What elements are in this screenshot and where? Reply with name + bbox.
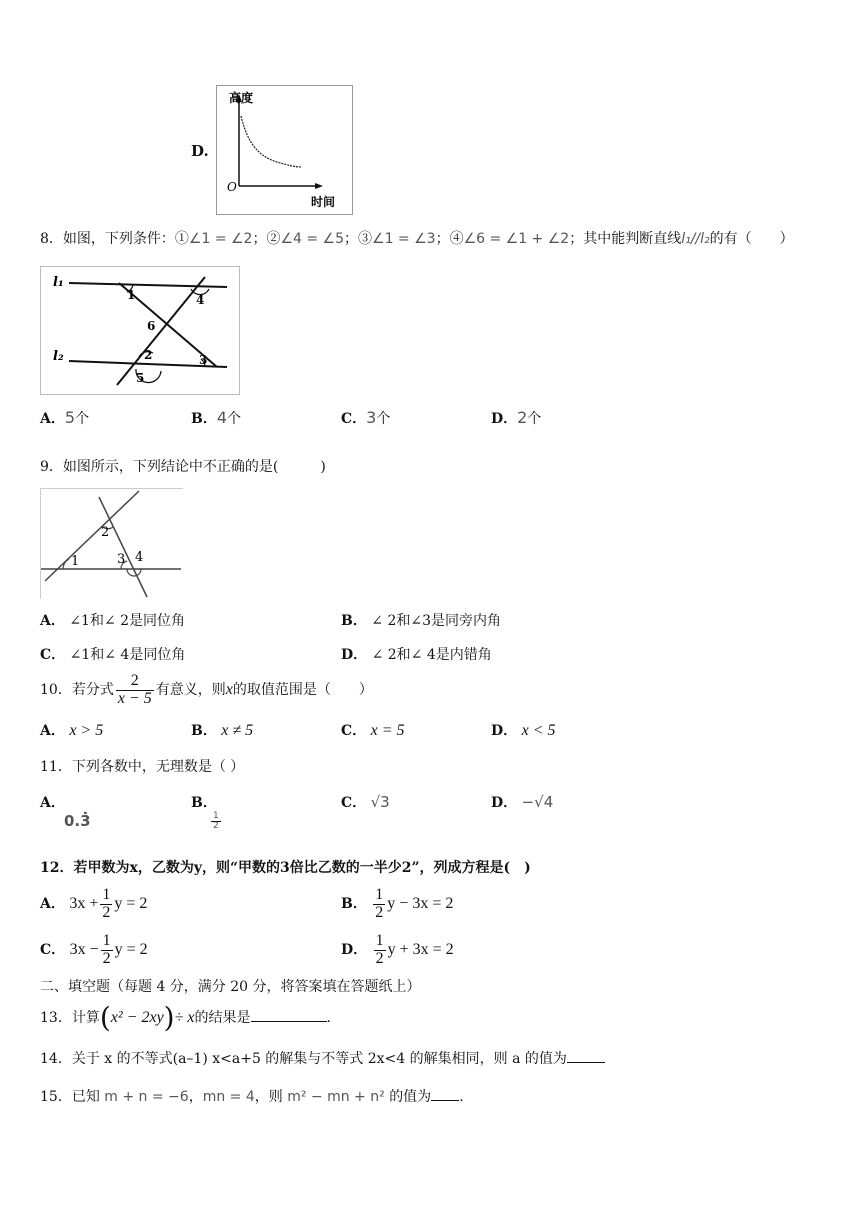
- question-8-figure: [40, 266, 240, 395]
- q14-answer-blank[interactable]: [567, 1062, 605, 1063]
- q10-option-c[interactable]: C． x = 5: [341, 722, 405, 739]
- q9-option-c[interactable]: C． ∠1和∠ 4是同位角: [40, 647, 186, 663]
- angle-2-label: 2: [144, 348, 153, 362]
- condition-1: ∠1 = ∠2: [188, 231, 253, 247]
- height-time-graph-svg: [217, 86, 352, 214]
- q8-option-c[interactable]: C．3个: [341, 408, 391, 427]
- angle-6-label: 6: [147, 319, 156, 333]
- q9-option-d[interactable]: D． ∠ 2和∠ 4是内错角: [341, 647, 492, 663]
- angle-1-label: 1: [127, 288, 136, 302]
- condition-2: ∠4 = ∠5: [280, 231, 345, 247]
- q12-option-b[interactable]: B． $\frac{1}{2}$ y − 3x = 2: [341, 885, 454, 921]
- question-9-figure-svg: [41, 489, 183, 599]
- line-l1-label: l₁: [53, 275, 64, 290]
- question-8-figure-svg: [41, 267, 239, 394]
- parallel-lines: l₁//l₂: [681, 231, 710, 247]
- q15-answer-blank[interactable]: [431, 1100, 459, 1101]
- q9-angle-1-label: 1: [71, 554, 80, 569]
- condition-4: ∠6 = ∠1 + ∠2: [463, 231, 570, 247]
- q11-option-d[interactable]: D． −√4: [491, 793, 554, 811]
- q10-option-d[interactable]: D． x < 5: [491, 722, 556, 739]
- q12-option-a[interactable]: A． 3x + $\frac{1}{2}$ y = 2: [40, 885, 148, 921]
- line-l2-label: l₂: [53, 349, 64, 364]
- question-15: 15．已知 m + n = −6，mn = 4，则 m² − mn + n² 的值为 .: [40, 1089, 464, 1105]
- q11-option-a[interactable]: A． 0.3̇: [40, 795, 91, 830]
- q8-option-a[interactable]: A．5个: [40, 408, 90, 427]
- question-8-stem: 8．如图，下列条件：①∠1 = ∠2；②∠4 = ∠5；③∠1 = ∠3；④∠6 = ∠1 + ∠2；其中能判断直线l₁//l₂的有（ ）: [40, 231, 794, 247]
- question-14: 14．关于 x 的不等式(a–1) x<a+5 的解集与不等式 2x<4 的解集相同，则 a 的值为: [40, 1048, 605, 1068]
- q8-option-d[interactable]: D．2个: [491, 408, 542, 427]
- question-12-stem: 12．若甲数为x，乙数为y，则“甲数的3倍比乙数的一半少2”，列成方程是( ): [40, 860, 531, 876]
- question-11-stem: 11．下列各数中，无理数是（ ）: [40, 759, 245, 775]
- question-9-stem: 9．如图所示，下列结论中不正确的是( ): [40, 459, 326, 475]
- q10-option-a[interactable]: A． x > 5: [40, 722, 104, 739]
- origin-label: O: [227, 180, 237, 194]
- angle-3-label: 3: [199, 353, 208, 367]
- q9-angle-4-label: 4: [135, 550, 144, 565]
- q9-angle-2-label: 2: [101, 525, 110, 540]
- height-time-graph: [216, 85, 353, 215]
- x-axis-label: 时间: [311, 195, 336, 209]
- condition-3: ∠1 = ∠3: [372, 231, 436, 247]
- question-10-stem: 10．若分式 $\frac{2}{x - 5}$ 有意义，则x的取值范围是（ ）: [40, 671, 373, 707]
- section-2-heading: 二、填空题（每题 4 分，满分 20 分，将答案填在答题纸上）: [40, 979, 421, 995]
- question-9-figure: [40, 488, 183, 599]
- y-axis-label: 高度: [229, 91, 254, 105]
- angle-4-label: 4: [196, 293, 205, 307]
- q10-option-b[interactable]: B． x ≠ 5: [191, 722, 254, 739]
- q13-answer-blank[interactable]: [251, 1021, 327, 1022]
- q8-option-b[interactable]: B．4个: [191, 408, 242, 427]
- q9-option-a[interactable]: A． ∠1和∠ 2是同位角: [40, 613, 186, 629]
- q9-angle-3-label: 3: [117, 552, 126, 567]
- q11-option-c[interactable]: C． √3: [341, 793, 390, 811]
- q12-option-d[interactable]: D． $\frac{1}{2}$ y + 3x = 2: [341, 931, 454, 967]
- option-d-label: D.: [191, 142, 209, 160]
- q10-fraction: $\frac{2}{x - 5}$: [117, 671, 152, 707]
- question-13: 13．计算(x² − 2xy)÷ x的结果是 .: [40, 1001, 331, 1034]
- q11-option-b[interactable]: B． $\frac{1}{2}$: [191, 795, 219, 832]
- angle-5-label: 5: [136, 371, 145, 385]
- q9-option-b[interactable]: B． ∠ 2和∠3是同旁内角: [341, 613, 502, 629]
- q12-option-c[interactable]: C． 3x − $\frac{1}{2}$ y = 2: [40, 931, 148, 967]
